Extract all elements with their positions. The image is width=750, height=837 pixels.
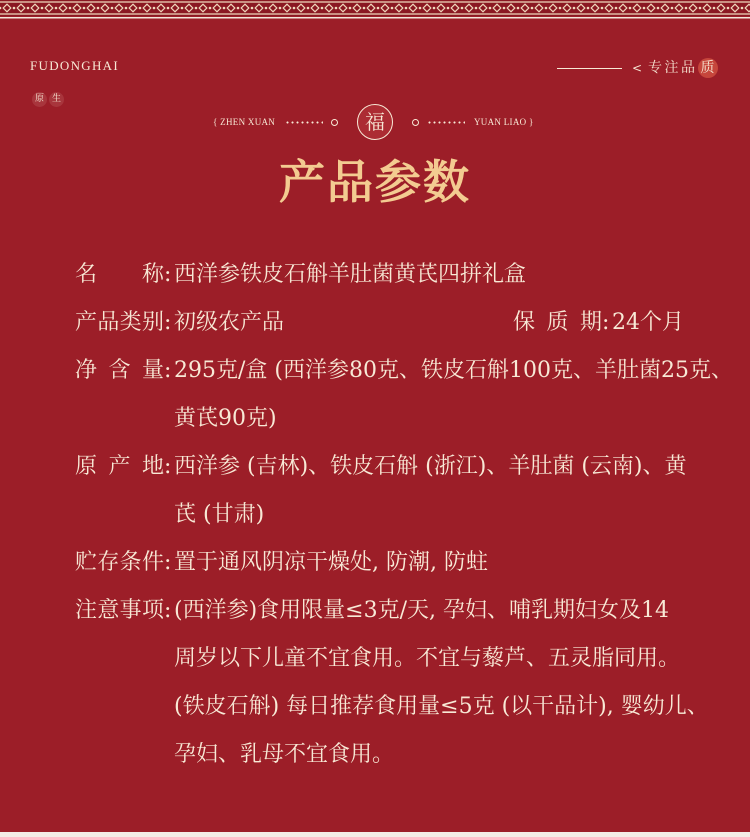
- param-separator: :: [164, 262, 172, 287]
- param-label-cell: [75, 587, 174, 635]
- param-value-line: (西洋参)食用限量≤3克/天, 孕妇、哺乳期妇女及14: [174, 598, 669, 623]
- tagline-highlight-char: 质: [698, 58, 718, 78]
- badge-char: 生: [49, 92, 64, 107]
- param-separator: :: [164, 310, 172, 335]
- param-value-line: 黄芪90克): [174, 406, 277, 431]
- param-separator: :: [602, 310, 610, 335]
- small-ring-icon: [412, 119, 419, 126]
- param-value: [174, 251, 725, 299]
- tagline-rule: [557, 68, 622, 69]
- chevron-left-icon: <: [632, 61, 643, 75]
- param-label-cell: [75, 299, 174, 347]
- param-row-product-name: [75, 251, 725, 299]
- param-label: 名 称: [75, 262, 164, 287]
- param-label: 产品类别: [75, 310, 164, 335]
- ornament-right-text: YUAN LIAO }: [474, 117, 534, 127]
- dotted-divider: [285, 121, 323, 124]
- param-separator: :: [164, 454, 172, 479]
- page-title: 产品参数: [279, 155, 471, 209]
- param-value-line: 孕妇、乳母不宜食用。: [174, 742, 395, 767]
- param-value-line: 西洋参铁皮石斛羊肚菌黄芪四拼礼盒: [174, 262, 527, 287]
- param-separator: :: [164, 598, 172, 623]
- title-ornament: [0, 104, 750, 140]
- ornament-left-text: { ZHEN XUAN: [213, 117, 276, 127]
- param-row-net-content: [75, 347, 733, 443]
- param-separator: :: [164, 358, 172, 383]
- param-value-line: 295克/盒 (西洋参80克、铁皮石斛100克、羊肚菌25克、: [174, 358, 733, 383]
- decorative-top-border: [0, 0, 750, 20]
- param-label-cell: [75, 539, 174, 587]
- param-value-line: 置于通风阴凉干燥处, 防潮, 防蛀: [174, 550, 488, 575]
- params-list: [75, 251, 733, 779]
- dotted-divider: [427, 121, 465, 124]
- tagline-text: 专注品: [648, 60, 698, 76]
- param-row-storage: [75, 539, 725, 587]
- param-label: 保 质 期: [513, 310, 602, 335]
- param-label: 注意事项: [75, 598, 164, 623]
- param-row-category: [75, 299, 725, 347]
- param-row-notes: [75, 587, 725, 779]
- param-value-line: 周岁以下儿童不宜食用。不宜与藜芦、五灵脂同用。: [174, 646, 681, 671]
- fu-emblem: 福: [357, 104, 393, 140]
- param-value-line: 芪 (甘肃): [174, 502, 265, 527]
- param-value: [174, 587, 725, 779]
- param-label-cell: [75, 443, 174, 491]
- param-label-cell: [75, 347, 174, 395]
- param-label: 原 产 地: [75, 454, 164, 479]
- param-value: [174, 539, 725, 587]
- param-label: 净 含 量: [75, 358, 164, 383]
- param-separator: :: [164, 550, 172, 575]
- param-label-cell: [75, 251, 174, 299]
- bottom-edge-strip: [0, 832, 750, 837]
- param-value: [174, 443, 725, 539]
- param-value-line: 初级农产品: [174, 310, 285, 335]
- param-value-line: 西洋参 (吉林)、铁皮石斛 (浙江)、羊肚菌 (云南)、黄: [174, 454, 687, 479]
- badge-char: 原: [32, 92, 47, 107]
- param-value-line: (铁皮石斛) 每日推荐食用量≤5克 (以干品计), 婴幼儿、: [174, 694, 709, 719]
- brand-name: FUDONGHAI: [30, 58, 119, 73]
- param-row-origin: [75, 443, 725, 539]
- small-ring-icon: [331, 119, 338, 126]
- param-label: 贮存条件: [75, 550, 164, 575]
- param-shelf-life: [513, 299, 684, 347]
- param-value-line: 24个月: [612, 310, 684, 335]
- tagline: [557, 57, 718, 79]
- param-value: [174, 347, 733, 443]
